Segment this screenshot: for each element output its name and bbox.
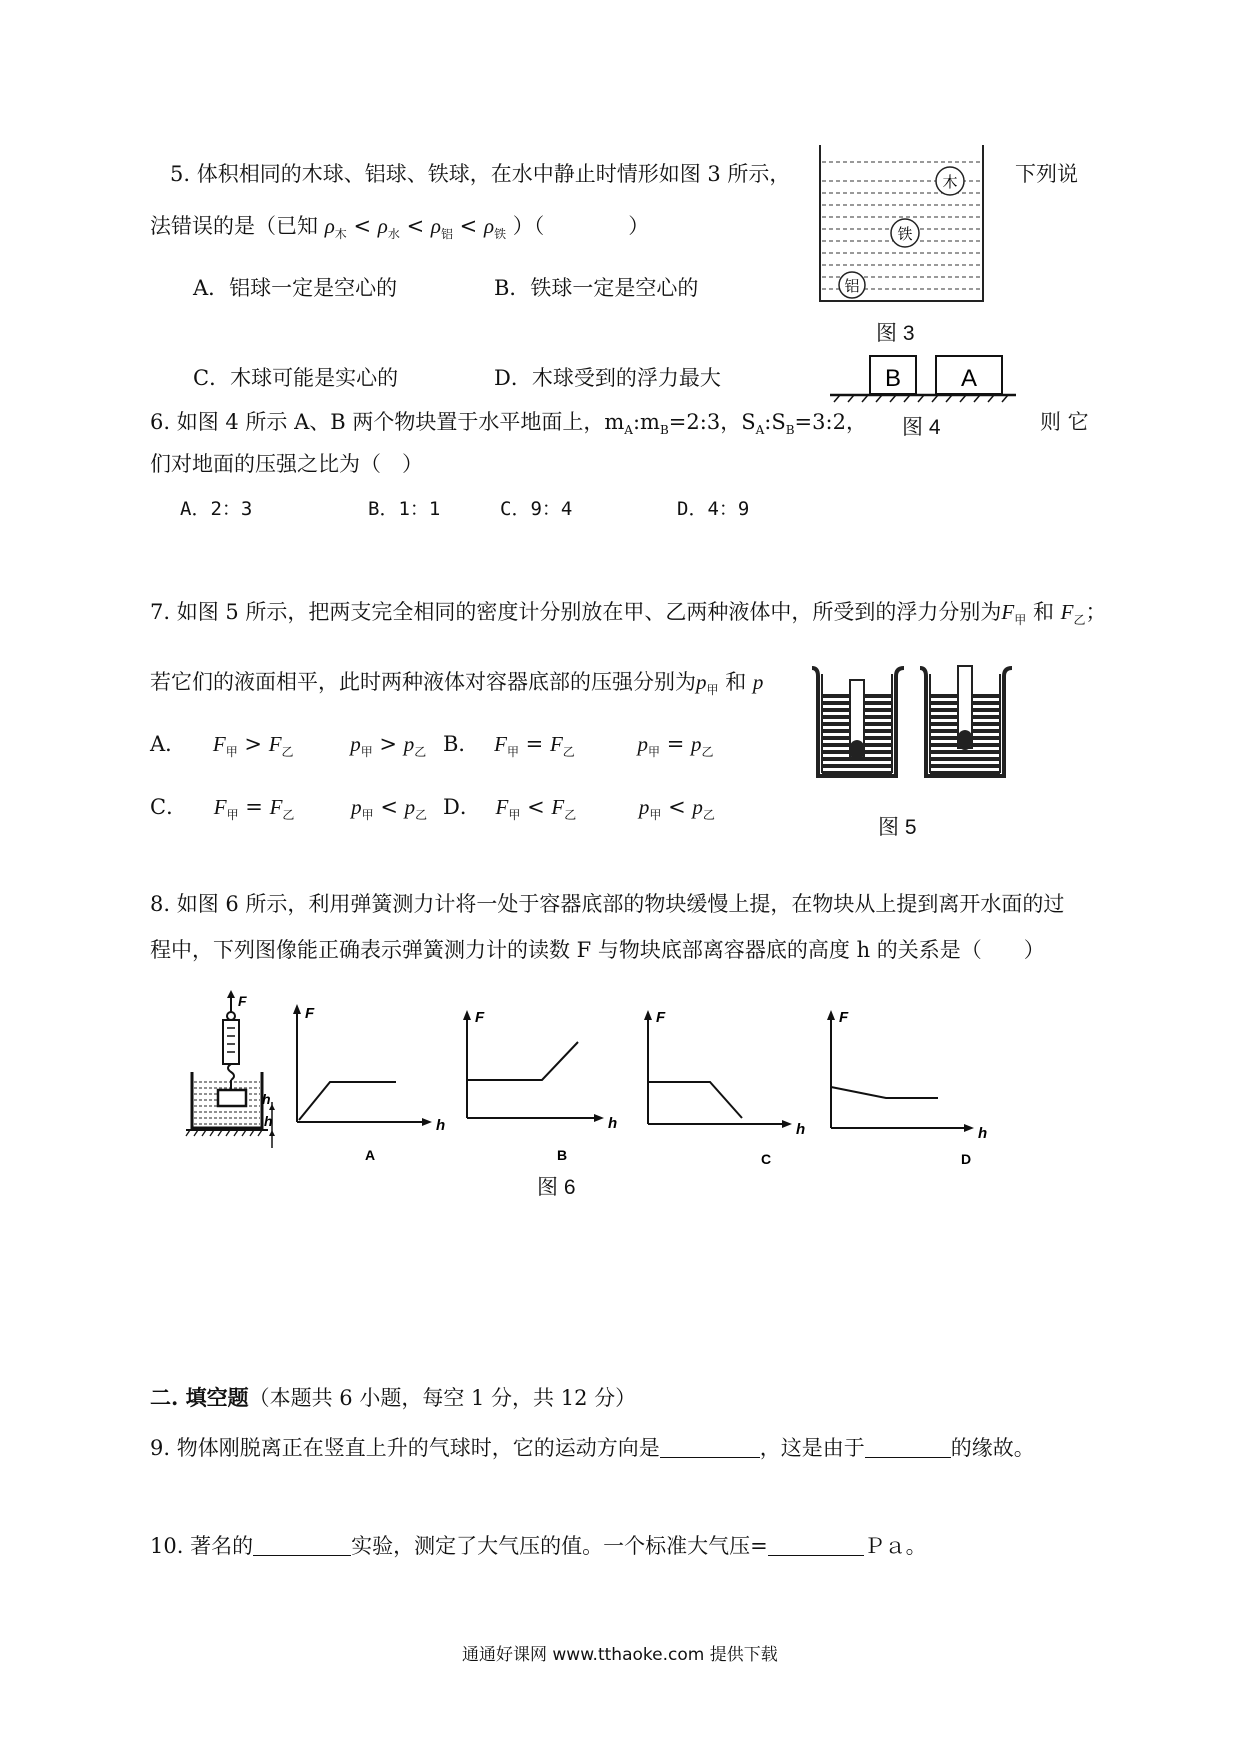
svg-text:铝: 铝 <box>844 278 860 295</box>
q9: 9. 物体刚脱离正在竖直上升的气球时，它的运动方向是 ，这是由于 的缘故。 <box>150 1436 1035 1460</box>
figure-4 <box>830 354 1020 404</box>
beaker-yi <box>920 666 1012 776</box>
figure-5 <box>810 666 1020 778</box>
figure-5-caption: 图 5 <box>878 816 917 839</box>
svg-text:A: A <box>960 365 978 392</box>
svg-text:F: F <box>305 1005 315 1022</box>
graph-d <box>827 1009 987 1167</box>
svg-text:h: h <box>608 1115 618 1132</box>
q10-blank-1[interactable] <box>253 1535 351 1556</box>
svg-text:F: F <box>475 1009 485 1026</box>
q6-option-c: C．9：4 <box>500 498 573 520</box>
ball-iron <box>891 219 919 247</box>
q6-option-a: A．2：3 <box>180 498 253 520</box>
svg-text:h: h <box>978 1125 988 1142</box>
q6-line1: 6. 如图 4 所示 A、B 两个物块置于水平地面上，$m_A:m_B=2:3$，$S_A:S_B=3:2$， <box>150 410 867 438</box>
ball-aluminum <box>839 272 865 298</box>
q5-option-d: D．木球受到的浮力最大 <box>494 366 721 390</box>
section-2-heading: 二. 填空题（本题共 6 小题，每空 1 分，共 12 分） <box>150 1385 637 1410</box>
q5-line1-tail: 下列说 <box>1015 162 1078 186</box>
q9-blank-1[interactable] <box>660 1437 760 1458</box>
svg-text:B: B <box>884 365 902 392</box>
beaker-jia <box>812 668 904 776</box>
q6-option-b: B．1：1 <box>368 498 441 520</box>
q7-option-d: D． $F_甲 < F_乙$ $p_甲 < p_乙$ <box>443 795 715 823</box>
svg-text:F: F <box>238 993 247 1009</box>
svg-text:木: 木 <box>942 174 958 191</box>
q10: 10. 著名的 实验，测定了大气压的值。一个标准大气压= Ｐａ。 <box>150 1534 927 1558</box>
block-a <box>936 356 1002 394</box>
q6-option-d: D．4：9 <box>677 498 750 520</box>
q7-line2: 若它们的液面相平，此时两种液体对容器底部的压强分别为$p_甲$ 和 p <box>150 670 764 698</box>
figure-4-caption: 图 4 <box>902 416 941 439</box>
svg-text:A: A <box>364 1147 376 1163</box>
q8-line2: 程中，下列图像能正确表示弹簧测力计的读数 F 与物块底部离容器底的高度 h 的关系是（ ） <box>150 938 1045 962</box>
q6-line1-tail: 则 它 <box>1040 410 1089 434</box>
q5-option-b: B．铁球一定是空心的 <box>494 276 699 300</box>
q5-option-a: A．铝球一定是空心的 <box>193 276 398 300</box>
block-b <box>870 356 916 394</box>
svg-text:C: C <box>760 1151 772 1167</box>
q8-line1: 8. 如图 6 所示，利用弹簧测力计将一处于容器底部的物块缓慢上提，在物块从上提到离开水面的过 <box>150 892 1065 916</box>
svg-text:B: B <box>556 1147 568 1163</box>
page-footer: 通通好课网 www.tthaoke.com 提供下载 <box>462 1645 778 1665</box>
svg-text:铁: 铁 <box>897 226 913 243</box>
figure-6-graphs <box>270 1000 1000 1170</box>
figure-6-caption: 图 6 <box>537 1176 576 1199</box>
svg-text:h: h <box>796 1121 806 1138</box>
q7-option-a: A． $F_甲 > F_乙$ $p_甲 > p_乙$ <box>150 732 427 760</box>
graph-c <box>644 1009 805 1167</box>
figure-3 <box>818 145 988 305</box>
svg-text:h: h <box>264 1113 273 1129</box>
ball-wood <box>936 167 964 195</box>
q5-line2: 法错误的是（已知 $\rho_木 < \rho_水 < \rho_铝 < \rho_铁$ ）（ ） <box>150 214 650 242</box>
q6-line2: 们对地面的压强之比为（ ） <box>150 452 423 476</box>
q10-blank-2[interactable] <box>768 1535 864 1556</box>
svg-text:h: h <box>436 1117 446 1134</box>
svg-text:F: F <box>839 1009 849 1026</box>
q5-line1: 5. 体积相同的木球、铝球、铁球，在水中静止时情形如图 3 所示， <box>170 162 791 186</box>
svg-text:h: h <box>262 1091 271 1107</box>
svg-text:D: D <box>960 1151 972 1167</box>
graph-b <box>463 1009 617 1163</box>
svg-text:F: F <box>656 1009 666 1026</box>
q5-option-c: C．木球可能是实心的 <box>193 366 399 390</box>
q9-blank-2[interactable] <box>865 1437 951 1458</box>
q7-line1: 7. 如图 5 所示，把两支完全相同的密度计分别放在甲、乙两种液体中，所受到的浮力分别为$F_甲$ 和 $F_乙$； <box>150 600 1107 628</box>
graph-a <box>293 1004 445 1163</box>
figure-3-caption: 图 3 <box>876 322 915 345</box>
q7-option-b: B． $F_甲 = F_乙$ $p_甲 = p_乙$ <box>443 732 714 760</box>
q7-option-c: C． $F_甲 = F_乙$ $p_甲 < p_乙$ <box>150 795 428 823</box>
